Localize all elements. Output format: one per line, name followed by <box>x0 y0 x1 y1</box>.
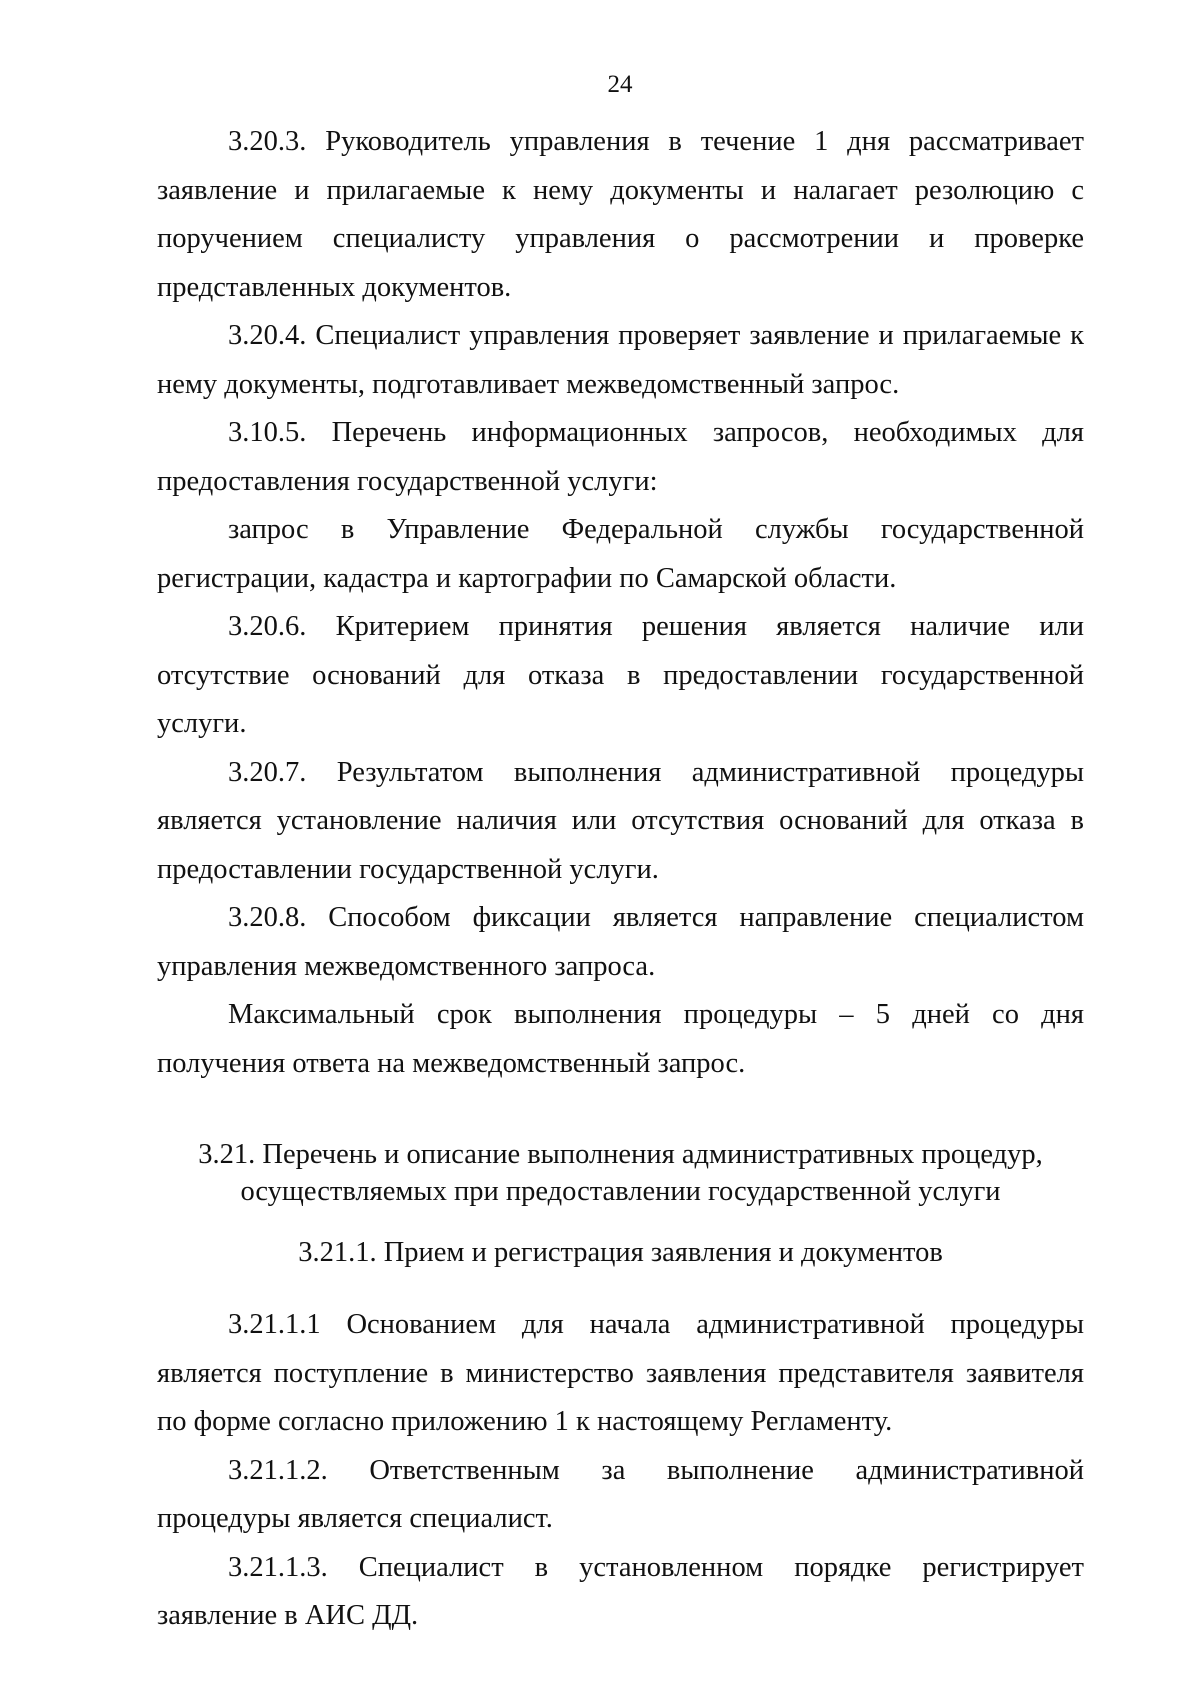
paragraph-3-20-7: 3.20.7. Результатом выполнения административной процедуры является установление наличия или отсутствия оснований для отказа в предоставлении государственной услуги. <box>157 756 1084 885</box>
paragraph-3-21-1-2: 3.21.1.2. Ответственным за выполнение административной процедуры является специалист. <box>157 1454 1084 1534</box>
document-body <box>157 118 1084 1641</box>
paragraph-request-rosreestr: запрос в Управление Федеральной службы государственной регистрации, кадастра и картографии по Самарской области. <box>157 514 1084 594</box>
paragraph-3-20-8: 3.20.8. Способом фиксации является направление специалистом управления межведомственного запроса. <box>157 902 1084 982</box>
section-heading-line-1: 3.21. Перечень и описание выполнения административных процедур, <box>198 1139 1043 1170</box>
section-heading-line-2: осуществляемых при предоставлении государственной услуги <box>240 1176 1001 1207</box>
subsection-heading-3-21-1: 3.21.1. Прием и регистрация заявления и документов <box>298 1237 943 1268</box>
paragraph-3-20-6: 3.20.6. Критерием принятия решения является наличие или отсутствие оснований для отказа в предоставлении государственной услуги. <box>157 611 1084 739</box>
paragraph-max-term: Максимальный срок выполнения процедуры – 5 дней со дня получения ответа на межведомственный запрос. <box>157 999 1084 1079</box>
paragraph-3-21-1-1: 3.21.1.1 Основанием для начала административной процедуры является поступление в министерство заявления представителя заявителя по форме согласно приложению 1 к настоящему Регламенту. <box>157 1309 1084 1437</box>
paragraph-3-20-3: 3.20.3. Руководитель управления в течение 1 дня рассматривает заявление и прилагаемые к нему документы и налагает резолюцию с поручением специалисту управления о рассмотрении и проверке представленных документов. <box>157 126 1084 303</box>
paragraph-3-21-1-3: 3.21.1.3. Специалист в установленном порядке регистрирует заявление в АИС ДД. <box>157 1551 1084 1631</box>
paragraph-3-20-4: 3.20.4. Специалист управления проверяет заявление и прилагаемые к нему документы, подготавливает межведомственный запрос. <box>157 320 1084 400</box>
paragraph-3-10-5: 3.10.5. Перечень информационных запросов, необходимых для предоставления государственной услуги: <box>157 417 1084 497</box>
section-heading-3-21 <box>157 1136 1084 1210</box>
page-number: 24 <box>607 71 633 98</box>
